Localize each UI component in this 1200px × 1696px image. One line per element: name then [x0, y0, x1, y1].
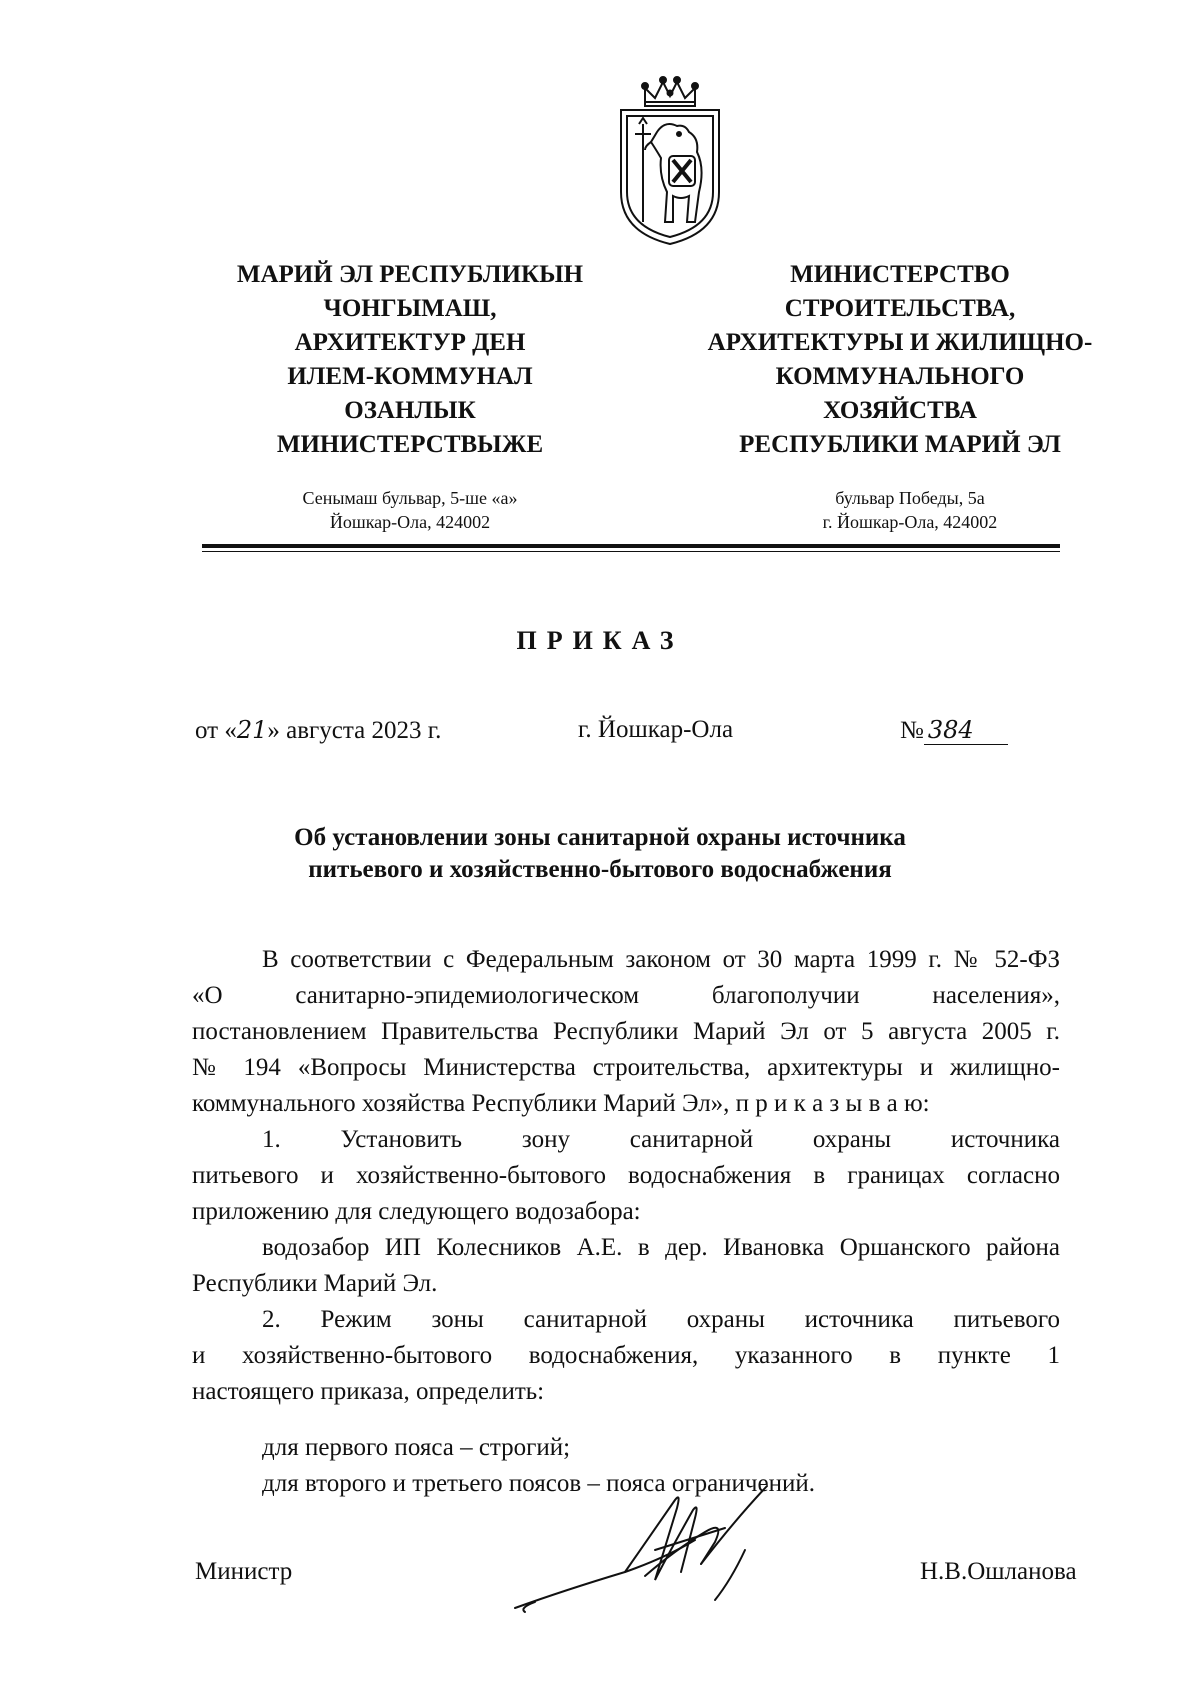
date-prefix: от «	[195, 717, 237, 744]
address-line: Сенымаш бульвар, 5-ше «а»	[302, 488, 518, 508]
ministry-mari-line: ЧОНГЫМАШ,	[323, 295, 497, 322]
ministry-mari-line: ИЛЕМ-КОММУНАЛ	[287, 363, 533, 390]
date-suffix: » августа 2023 г.	[267, 717, 442, 744]
body-line: постановлением Правительства Республики Марий Эл от 5 августа 2005 г.	[192, 1018, 1060, 1045]
body-text: коммунального хозяйства Республики Марий Эл»,	[192, 1090, 736, 1117]
number-label: №	[900, 717, 924, 744]
address-line: г. Йошкар-Ола, 424002	[822, 512, 998, 532]
belt-line: для первого пояса – строгий;	[262, 1434, 571, 1461]
document-title: ПРИКАЗ	[516, 626, 684, 655]
body-line: 1. Установить зону санитарной охраны источника	[262, 1126, 1060, 1153]
address-line: Йошкар-Ола, 424002	[329, 512, 491, 532]
subject-line: Об установлении зоны санитарной охраны источника	[294, 824, 906, 851]
body-line: В соответствии с Федеральным законом от 30 марта 1999 г. № 52-ФЗ	[262, 946, 1060, 973]
ministry-russian-line: МИНИСТЕРСТВО	[790, 261, 1010, 288]
body-line	[192, 1086, 1060, 1122]
document-subject	[160, 822, 1040, 886]
ministry-russian-line: РЕСПУБЛИКИ МАРИЙ ЭЛ	[739, 431, 1061, 458]
body-line: «О санитарно-эпидемиологическом благополучии населения»,	[192, 982, 1060, 1009]
ministry-mari-line: МАРИЙ ЭЛ РЕСПУБЛИКЫН	[236, 261, 584, 288]
signer-position: Министр	[195, 1558, 293, 1585]
ministry-name-russian	[665, 258, 1135, 462]
number-value-handwritten: 384	[924, 716, 1008, 745]
body-line: водозабор ИП Колесников А.Е. в дер. Ивановка Оршанского района	[262, 1234, 1060, 1261]
belt-line: для второго и третьего поясов – пояса ограничений.	[262, 1470, 815, 1497]
handwritten-signature	[505, 1480, 795, 1630]
signer-name: Н.В.Ошланова	[920, 1558, 1077, 1585]
body-line: питьевого и хозяйственно-бытового водоснабжения в границах согласно	[192, 1162, 1060, 1189]
document-body	[192, 942, 1060, 1410]
date-day-handwritten: 21	[236, 716, 268, 744]
body-line: Республики Марий Эл.	[192, 1270, 438, 1297]
body-line: № 194 «Вопросы Министерства строительства, архитектуры и жилищно-	[192, 1054, 1060, 1081]
document-number	[900, 716, 1008, 745]
document-date	[195, 716, 441, 745]
ministry-mari-line: ОЗАНЛЫК	[344, 397, 476, 424]
address-russian	[745, 486, 1075, 534]
ministry-name-mari	[190, 258, 630, 462]
address-mari	[225, 486, 595, 534]
body-line: приложению для следующего водозабора:	[192, 1198, 641, 1225]
ministry-mari-line: АРХИТЕКТУР ДЕН	[294, 329, 526, 356]
document-city: г. Йошкар-Ола	[578, 716, 734, 743]
ministry-russian-line: КОММУНАЛЬНОГО	[775, 363, 1025, 390]
ministry-russian-line: СТРОИТЕЛЬСТВА,	[784, 295, 1016, 322]
subject-line: питьевого и хозяйственно-бытового водоснабжения	[308, 856, 892, 883]
order-keyword: п р и к а з ы в а ю:	[735, 1090, 930, 1117]
coat-of-arms-emblem	[615, 72, 725, 250]
body-line: и хозяйственно-бытового водоснабжения, указанного в пункте 1	[192, 1342, 1060, 1369]
ministry-russian-line: АРХИТЕКТУРЫ И ЖИЛИЩНО-	[707, 329, 1093, 356]
body-line: 2. Режим зоны санитарной охраны источника питьевого	[262, 1306, 1060, 1333]
address-line: бульвар Победы, 5а	[835, 488, 985, 508]
ministry-mari-line: МИНИСТЕРСТВЫЖЕ	[276, 431, 544, 458]
header-divider-thick	[202, 544, 1060, 548]
body-line: настоящего приказа, определить:	[192, 1378, 545, 1405]
header-divider-thin	[202, 551, 1060, 552]
ministry-russian-line: ХОЗЯЙСТВА	[823, 397, 977, 424]
